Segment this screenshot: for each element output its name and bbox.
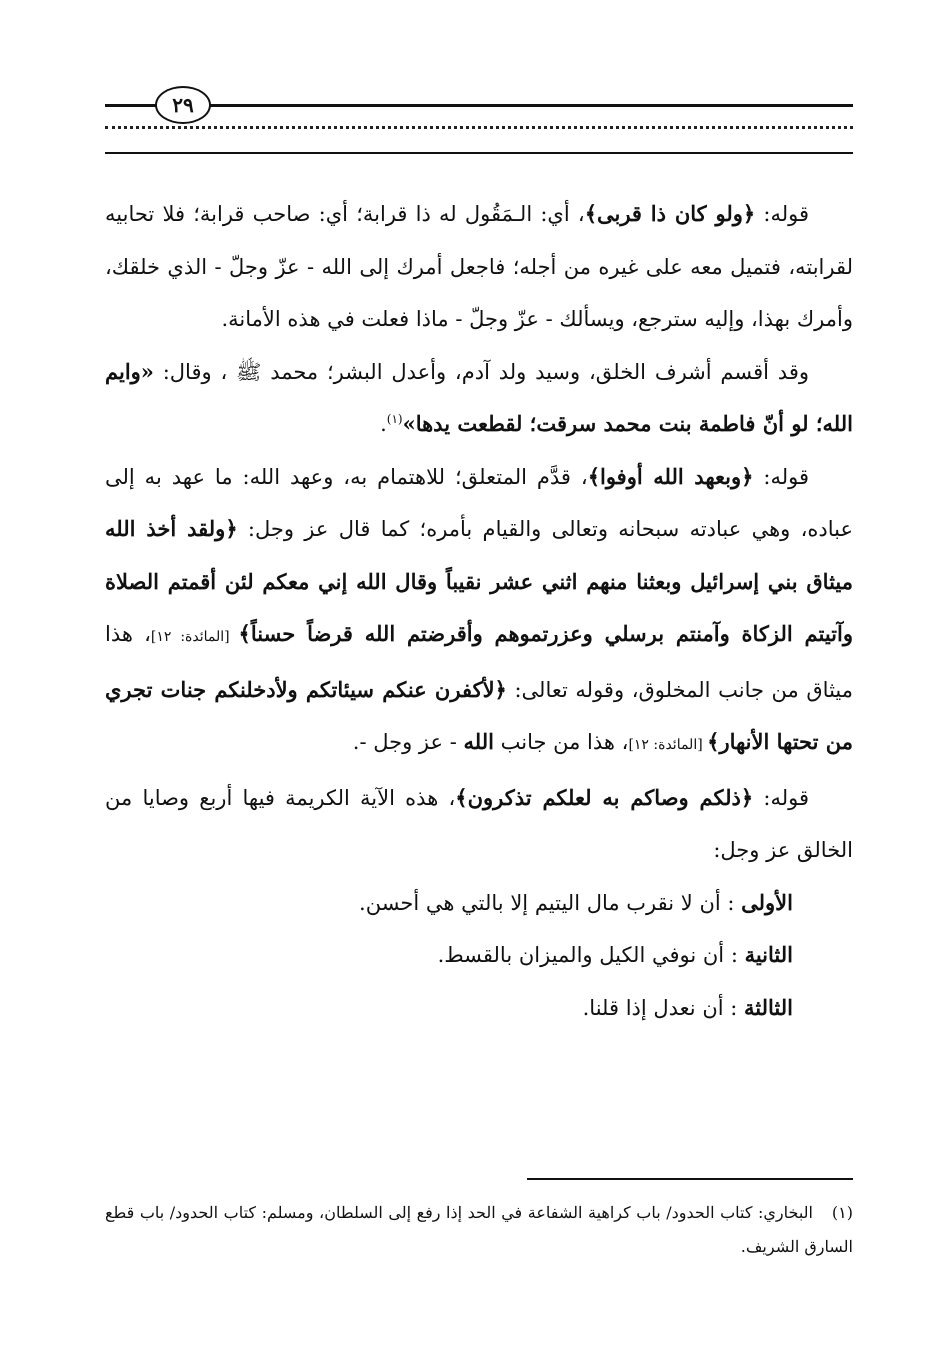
quran-verse: ﴿لأكفرن عنكم سيئاتكم ولأدخلنكم جنات تجري من تحتها الأنهار﴾ [105, 676, 853, 754]
footnote-reference: (١) [386, 412, 403, 426]
list-item-text: أن نوفي الكيل والميزان بالقسط. [437, 943, 725, 967]
text-run: قوله: [753, 785, 809, 810]
paragraph-4 [105, 772, 853, 877]
list-item [105, 982, 853, 1035]
quran-verse: ﴿وبعهد الله أوفوا﴾ [587, 463, 754, 489]
header-rule-top [105, 104, 853, 107]
list-item [105, 929, 853, 982]
text-run: - عز وجل -. [352, 730, 464, 754]
paragraph-3 [105, 451, 853, 772]
bold-word: الله [463, 729, 494, 754]
list-item [105, 877, 853, 930]
list-item-text: أن لا نقرب مال اليتيم إلا بالتي هي أحسن. [359, 890, 721, 915]
hadith-quote: «وايم الله؛ لو أنّ فاطمة بنت محمد سرقت؛ لقطعت يدها» [105, 358, 853, 436]
quran-verse: ﴿ذلكم وصاكم به لعلكم تذكرون﴾ [455, 784, 754, 810]
list-item-separator: : [720, 890, 742, 915]
verse-citation: [المائدة: ١٢] [150, 629, 239, 645]
quran-verse: ﴿ولو كان ذا قربى﴾ [584, 201, 756, 226]
text-run: قوله: [753, 464, 810, 489]
paragraph-1 [105, 188, 853, 346]
list-item-separator: : [723, 995, 745, 1020]
paragraph-2 [105, 346, 853, 451]
footnote-text: البخاري: كتاب الحدود/ باب كراهية الشفاعة في الحد إذا رفع إلى السلطان، ومسلم: كتاب الحدود/ باب قطع السارق الشريف. [105, 1203, 853, 1256]
main-text [105, 188, 853, 1034]
text-run: ، هذه الآية الكريمة فيها أربع وصايا من الخالق عز وجل: [105, 785, 853, 862]
list-item-text: أن نعدل إذا قلنا. [582, 995, 724, 1020]
header-dotted-rule [105, 126, 853, 129]
list-item-label: الثالثة [744, 994, 793, 1020]
header-rule-bottom [105, 152, 853, 154]
page-header [105, 82, 853, 162]
footnote [105, 1196, 853, 1264]
footnote-number: (١) [831, 1203, 853, 1222]
verse-citation: [المائدة: ١٢] [628, 737, 708, 753]
list-item-separator: : [724, 943, 745, 967]
page-number: ٢٩ [155, 86, 211, 124]
text-run: وقد أقسم أشرف الخلق، وسيد ولد آدم، وأعدل البشر؛ محمد ﷺ ، وقال: [153, 359, 809, 384]
footnote-separator [527, 1178, 853, 1180]
quran-verse: ﴿ولقد أخذ الله ميثاق بني إسرائيل وبعثنا منهم اثني عشر نقيباً وقال الله إني معكم لئن أقمتم الصلاة وآتيتم الزكاة وآمنتم برسلي وعزرتموهم وأقرضتم الله قرضاً حسناً﴾ [105, 516, 853, 646]
text-run: ، قدَّم المتعلق؛ للاهتمام به، وعهد الله: ما عهد به إلى عباده، وهي عبادته سبحانه وتعالى والقيام بأمره؛ كما قال عز وجل: [105, 464, 853, 541]
text-run: ، هذا ميثاق من جانب المخلوق، وقوله تعالى: [105, 622, 853, 702]
text-run: قوله: [755, 202, 809, 226]
text-run: ، أي: الـمَقُول له ذا قرابة؛ أي: صاحب قرابة؛ فلا تحابيه لقرابته، فتميل معه على غيره من أجله؛ فاجعل أمرك إلى الله - عزّ وجلّ - الذي خلقك، وأمرك بهذا، وإليه سترجع، ويسألك - عزّ وجلّ - ماذا فعلت في هذه الأمانة. [105, 202, 853, 331]
list-item-label: الثانية [744, 942, 793, 967]
text-run: . [380, 412, 387, 436]
counsel-list [105, 877, 853, 1035]
text-run: ، هذا من جانب [493, 730, 629, 754]
list-item-label: الأولى [741, 889, 793, 915]
